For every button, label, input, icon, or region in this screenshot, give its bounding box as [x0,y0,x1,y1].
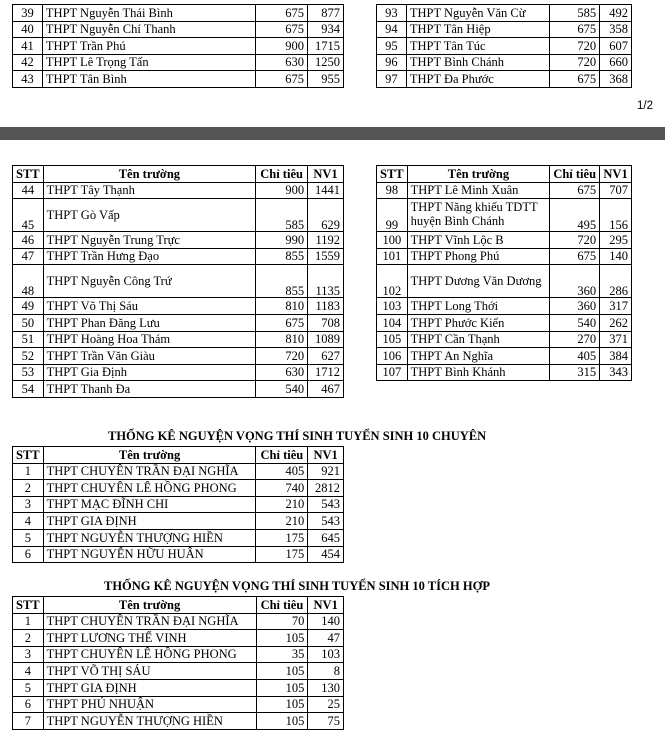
cell-quota: 105 [256,713,308,730]
cell-quota: 720 [550,232,600,249]
page2-left-table [12,165,344,398]
cell-quota: 675 [256,71,308,88]
cell-nv1: 492 [600,5,632,22]
cell-nv1: 1192 [308,232,344,249]
cell-nv1: 1183 [308,298,344,315]
cell-nv1: 8 [308,663,344,680]
cell-stt: 107 [377,364,408,381]
cell-quota: 315 [550,364,600,381]
cell-quota: 35 [256,646,308,663]
cell-stt: 49 [13,298,44,315]
table-row [13,696,344,713]
header-nv1: NV1 [308,166,344,183]
cell-stt: 40 [13,21,43,38]
cell-school-name: THPT Nguyễn Thái Bình [42,5,255,22]
cell-school-name: THPT Trần Hưng Đạo [43,248,255,265]
cell-stt: 1 [13,463,44,480]
cell-school-name: THPT CHUYÊN LÊ HỒNG PHONG [43,646,256,663]
cell-stt: 104 [377,314,408,331]
cell-nv1: 543 [308,496,344,513]
cell-stt: 96 [377,54,407,71]
cell-quota: 495 [550,199,600,232]
cell-school-name: THPT Tân Hiệp [406,21,550,38]
cell-nv1: 454 [308,546,344,563]
header-quota: Chỉ tiêu [550,166,600,183]
cell-stt: 103 [377,298,408,315]
cell-nv1: 707 [600,182,632,199]
header-nv1: NV1 [600,166,632,183]
cell-stt: 44 [13,182,44,199]
cell-stt: 5 [13,529,44,546]
cell-nv1: 343 [600,364,632,381]
page1-right-table [376,4,632,88]
cell-stt: 39 [13,5,43,22]
cell-nv1: 1715 [308,38,344,55]
cell-stt: 98 [377,182,408,199]
cell-nv1: 295 [600,232,632,249]
table-row [13,381,344,398]
cell-quota: 175 [256,546,308,563]
cell-school-name: THPT An Nghĩa [407,348,550,365]
cell-quota: 810 [256,331,308,348]
table-row [13,331,344,348]
cell-school-name: THPT GIA ĐỊNH [43,679,256,696]
cell-school-name: THPT NGUYỄN HỮU HUÂN [43,546,256,563]
header-stt: STT [13,447,44,464]
cell-school-name: THPT NGUYỄN THƯỢNG HIỀN [43,713,256,730]
cell-stt: 46 [13,232,44,249]
header-quota: Chỉ tiêu [256,166,308,183]
cell-school-name: THPT Gò Vấp [43,199,255,232]
cell-nv1: 877 [308,5,344,22]
cell-quota: 675 [550,71,600,88]
cell-nv1: 645 [308,529,344,546]
cell-quota: 405 [256,463,308,480]
cell-nv1: 1089 [308,331,344,348]
cell-school-name: THPT Năng khiếu TDTT huyện Bình Chánh [407,199,550,232]
cell-nv1: 75 [308,713,344,730]
table-row [377,265,632,298]
page1-left-table [12,4,344,88]
cell-nv1: 358 [600,21,632,38]
cell-quota: 105 [256,663,308,680]
cell-nv1: 660 [600,54,632,71]
table-row [13,5,344,22]
chuyen-table [12,446,344,563]
cell-stt: 48 [13,265,44,298]
table-row [377,182,632,199]
cell-nv1: 140 [308,613,344,630]
cell-stt: 45 [13,199,44,232]
cell-quota: 105 [256,630,308,647]
cell-school-name: THPT MẠC ĐĨNH CHI [43,496,256,513]
table-row [377,54,632,71]
cell-stt: 53 [13,364,44,381]
cell-stt: 95 [377,38,407,55]
cell-quota: 210 [256,513,308,530]
cell-school-name: THPT Long Thới [407,298,550,315]
cell-nv1: 629 [308,199,344,232]
table-row [377,331,632,348]
table-row [377,38,632,55]
table-row [13,646,344,663]
cell-school-name: THPT Vĩnh Lộc B [407,232,550,249]
cell-nv1: 1559 [308,248,344,265]
cell-nv1: 467 [308,381,344,398]
page-separator [0,127,665,140]
cell-school-name: THPT Dương Văn Dương [407,265,550,298]
table-row [13,314,344,331]
chuyen-title: THỐNG KÊ NGUYỆN VỌNG THÍ SINH TUYỂN SINH 10 CHUYÊN [108,429,487,443]
cell-nv1: 921 [308,463,344,480]
cell-school-name: THPT Nguyễn Văn Cừ [406,5,550,22]
header-quota: Chỉ tiêu [256,597,308,614]
cell-quota: 990 [256,232,308,249]
cell-nv1: 384 [600,348,632,365]
cell-stt: 50 [13,314,44,331]
cell-stt: 51 [13,331,44,348]
cell-school-name: THPT NGUYỄN THƯỢNG HIỀN [43,529,256,546]
cell-nv1: 47 [308,630,344,647]
cell-nv1: 317 [600,298,632,315]
cell-stt: 99 [377,199,408,232]
cell-stt: 106 [377,348,408,365]
table-row [13,21,344,38]
cell-school-name: THPT Gia Định [43,364,255,381]
table-row [13,364,344,381]
cell-school-name: THPT Tây Thạnh [43,182,255,199]
table-row [377,71,632,88]
cell-quota: 855 [256,265,308,298]
table-row [377,21,632,38]
cell-stt: 41 [13,38,43,55]
header-stt: STT [13,597,44,614]
cell-quota: 900 [256,182,308,199]
cell-school-name: THPT CHUYÊN LÊ HỒNG PHONG [43,480,256,497]
tichhop-table [12,596,344,730]
cell-school-name: THPT CHUYÊN TRẦN ĐẠI NGHĨA [43,613,256,630]
cell-school-name: THPT Bình Chánh [406,54,550,71]
cell-school-name: THPT LƯƠNG THẾ VINH [43,630,256,647]
cell-quota: 585 [550,5,600,22]
table-row [377,199,632,232]
cell-quota: 540 [256,381,308,398]
table-row [13,248,344,265]
table-row [13,463,344,480]
table-row [13,38,344,55]
cell-school-name: THPT PHÚ NHUẬN [43,696,256,713]
cell-quota: 405 [550,348,600,365]
cell-school-name: THPT Hoàng Hoa Thám [43,331,255,348]
cell-stt: 2 [13,630,44,647]
cell-nv1: 543 [308,513,344,530]
table-row [13,679,344,696]
cell-school-name: THPT Trần Phú [42,38,255,55]
table-row [13,199,344,232]
cell-quota: 720 [256,348,308,365]
cell-nv1: 1712 [308,364,344,381]
cell-nv1: 2812 [308,480,344,497]
table-row [13,613,344,630]
cell-quota: 810 [256,298,308,315]
cell-nv1: 262 [600,314,632,331]
cell-quota: 675 [256,21,308,38]
cell-quota: 675 [550,248,600,265]
header-name: Tên trường [43,447,256,464]
cell-school-name: THPT Võ Thị Sáu [43,298,255,315]
cell-stt: 105 [377,331,408,348]
cell-nv1: 103 [308,646,344,663]
table-row [13,630,344,647]
cell-stt: 3 [13,496,44,513]
cell-stt: 3 [13,646,44,663]
cell-stt: 54 [13,381,44,398]
cell-nv1: 607 [600,38,632,55]
cell-quota: 740 [256,480,308,497]
table-row [13,298,344,315]
table-row [13,182,344,199]
table-row [377,5,632,22]
cell-stt: 102 [377,265,408,298]
cell-quota: 175 [256,529,308,546]
cell-quota: 675 [550,182,600,199]
cell-stt: 42 [13,54,43,71]
table-row [13,529,344,546]
cell-stt: 5 [13,679,44,696]
cell-nv1: 368 [600,71,632,88]
table-row [377,298,632,315]
table-row [13,546,344,563]
table-row [377,232,632,249]
page-number: 1/2 [637,100,653,112]
cell-school-name: THPT Phong Phú [407,248,550,265]
cell-quota: 630 [256,54,308,71]
tichhop-title: THỐNG KÊ NGUYỆN VỌNG THÍ SINH TUYỂN SINH 10 TÍCH HỢP [104,579,490,593]
page2-right-table [376,165,632,381]
cell-nv1: 286 [600,265,632,298]
cell-stt: 100 [377,232,408,249]
cell-quota: 675 [550,21,600,38]
cell-stt: 47 [13,248,44,265]
cell-school-name: THPT Nguyễn Công Trứ [43,265,255,298]
cell-school-name: THPT Phước Kiển [407,314,550,331]
cell-school-name: THPT Cần Thạnh [407,331,550,348]
table-row [13,232,344,249]
cell-school-name: THPT Tân Bình [42,71,255,88]
cell-school-name: THPT Tân Túc [406,38,550,55]
cell-quota: 70 [256,613,308,630]
cell-stt: 4 [13,663,44,680]
cell-nv1: 1250 [308,54,344,71]
table-row [13,513,344,530]
cell-nv1: 140 [600,248,632,265]
cell-stt: 6 [13,696,44,713]
cell-nv1: 934 [308,21,344,38]
table-row [377,314,632,331]
cell-quota: 585 [256,199,308,232]
cell-stt: 94 [377,21,407,38]
cell-school-name: THPT Nguyễn Chí Thanh [42,21,255,38]
header-stt: STT [13,166,44,183]
cell-school-name: THPT Lê Trọng Tấn [42,54,255,71]
cell-stt: 97 [377,71,407,88]
header-nv1: NV1 [308,597,344,614]
cell-quota: 210 [256,496,308,513]
table-row [13,496,344,513]
cell-quota: 900 [256,38,308,55]
cell-stt: 7 [13,713,44,730]
cell-quota: 675 [256,5,308,22]
header-nv1: NV1 [308,447,344,464]
cell-school-name: THPT Thanh Đa [43,381,255,398]
header-name: Tên trường [43,597,256,614]
cell-nv1: 1135 [308,265,344,298]
table-row [377,364,632,381]
cell-stt: 4 [13,513,44,530]
cell-school-name: THPT Nguyễn Trung Trực [43,232,255,249]
table-row [13,713,344,730]
header-stt: STT [377,166,408,183]
cell-nv1: 156 [600,199,632,232]
cell-nv1: 708 [308,314,344,331]
cell-school-name: THPT Trần Văn Giàu [43,348,255,365]
cell-nv1: 25 [308,696,344,713]
cell-nv1: 130 [308,679,344,696]
cell-quota: 105 [256,696,308,713]
cell-nv1: 1441 [308,182,344,199]
table-row [13,71,344,88]
table-row [377,248,632,265]
cell-school-name: THPT Lê Minh Xuân [407,182,550,199]
table-row [13,54,344,71]
cell-stt: 52 [13,348,44,365]
cell-quota: 105 [256,679,308,696]
cell-quota: 720 [550,38,600,55]
cell-quota: 360 [550,265,600,298]
cell-quota: 540 [550,314,600,331]
cell-school-name: THPT Đa Phước [406,71,550,88]
cell-quota: 855 [256,248,308,265]
cell-stt: 101 [377,248,408,265]
header-quota: Chỉ tiêu [256,447,308,464]
cell-stt: 43 [13,71,43,88]
cell-nv1: 955 [308,71,344,88]
table-row [377,348,632,365]
cell-stt: 1 [13,613,44,630]
cell-nv1: 627 [308,348,344,365]
cell-stt: 2 [13,480,44,497]
table-row [13,663,344,680]
table-row [13,265,344,298]
cell-nv1: 371 [600,331,632,348]
header-name: Tên trường [407,166,550,183]
table-row [13,480,344,497]
cell-school-name: THPT VÕ THỊ SÁU [43,663,256,680]
cell-stt: 93 [377,5,407,22]
cell-quota: 720 [550,54,600,71]
cell-quota: 675 [256,314,308,331]
cell-stt: 6 [13,546,44,563]
cell-quota: 360 [550,298,600,315]
cell-school-name: THPT GIA ĐỊNH [43,513,256,530]
cell-quota: 630 [256,364,308,381]
cell-school-name: THPT Phan Đăng Lưu [43,314,255,331]
table-row [13,348,344,365]
header-name: Tên trường [43,166,255,183]
cell-quota: 270 [550,331,600,348]
cell-school-name: THPT CHUYÊN TRẦN ĐẠI NGHĨA [43,463,256,480]
cell-school-name: THPT Bình Khánh [407,364,550,381]
